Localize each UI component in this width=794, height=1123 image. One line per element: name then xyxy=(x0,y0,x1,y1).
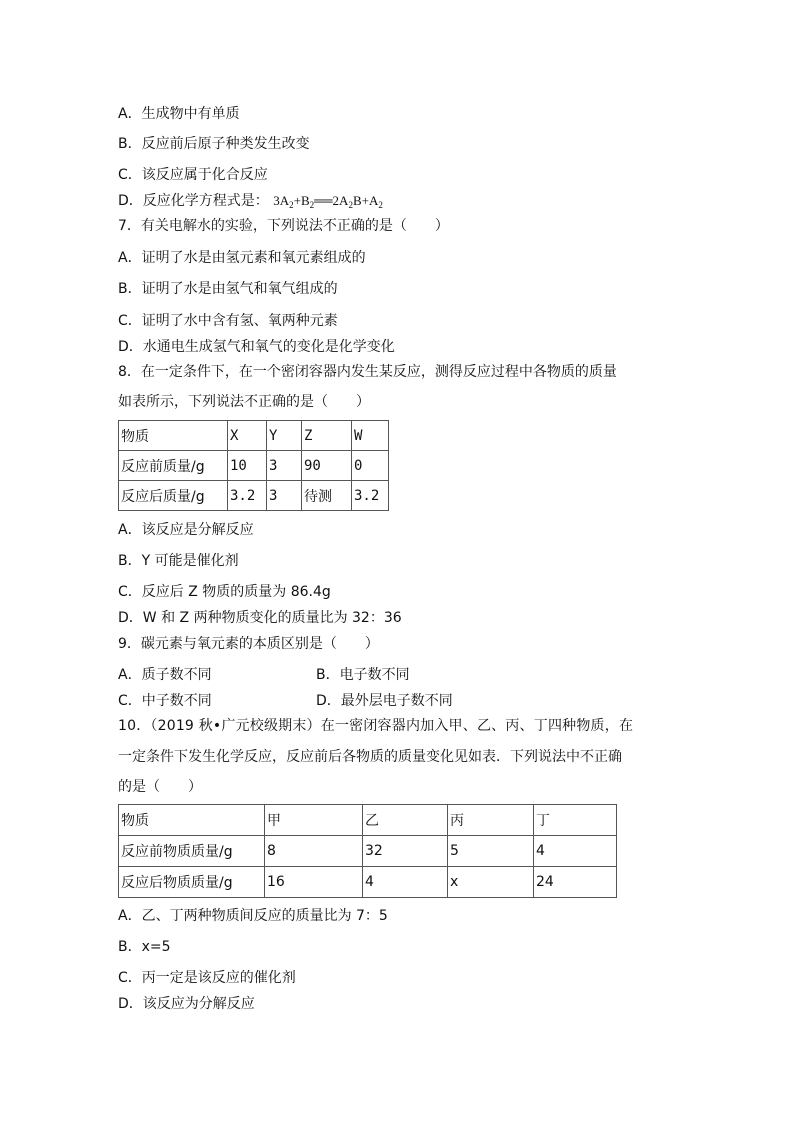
q7-stem: 7．有关电解水的实验，下列说法不正确的是（ ） xyxy=(118,218,449,234)
q10-option-d: D．该反应为分解反应 xyxy=(118,996,255,1012)
table-cell: 反应前质量/g xyxy=(119,451,228,481)
table-cell: 物质 xyxy=(119,421,228,451)
q6-option-b: B．反应前后原子种类发生改变 xyxy=(118,136,310,152)
q8-option-d: D．W 和 Z 两种物质变化的质量比为 32：36 xyxy=(118,610,402,626)
chemical-equation: $3A_2+B_2══2A_2B+A_2$ xyxy=(273,193,383,210)
q10-stem-line2: 一定条件下发生化学反应，反应前后各物质的质量变化见如表．下列说法中不正确 xyxy=(118,749,622,765)
table-cell: 反应前物质质量/g xyxy=(119,836,265,867)
table-cell: 5 xyxy=(448,836,534,867)
q7-option-d: D．水通电生成氢气和氧气的变化是化学变化 xyxy=(118,339,395,355)
q9-option-a: A．质子数不同 xyxy=(118,667,212,683)
table-row xyxy=(119,836,617,867)
table-cell: 10 xyxy=(228,451,267,481)
table-row xyxy=(119,451,389,481)
q6-option-d-prefix: D．反应化学方程式是： xyxy=(118,193,269,209)
q7-option-c: C．证明了水中含有氢、氧两种元素 xyxy=(118,313,338,329)
q9-option-b: B．电子数不同 xyxy=(316,667,410,683)
q10-option-b: B．x=5 xyxy=(118,939,171,955)
table-cell: 90 xyxy=(302,451,352,481)
table-cell: 反应后质量/g xyxy=(119,481,228,511)
q8-stem-line2: 如表所示，下列说法不正确的是（ ） xyxy=(118,394,370,410)
q10-stem-line1: 10．（2019 秋•广元校级期末）在一密闭容器内加入甲、乙、丙、丁四种物质，在 xyxy=(118,718,634,734)
table-cell: X xyxy=(228,421,267,451)
q10-stem-line3: 的是（ ） xyxy=(118,779,202,795)
q9-option-d: D．最外层电子数不同 xyxy=(316,693,453,709)
table-cell: 反应后物质质量/g xyxy=(119,867,265,898)
table-cell: 甲 xyxy=(265,805,363,836)
q10-option-a: A．乙、丁两种物质间反应的质量比为 7：5 xyxy=(118,908,388,924)
table-cell: Y xyxy=(267,421,302,451)
q6-option-a: A．生成物中有单质 xyxy=(118,106,240,122)
table-header-row xyxy=(119,421,389,451)
table-row xyxy=(119,867,617,898)
table-cell: 物质 xyxy=(119,805,265,836)
table-cell: 3.2 xyxy=(352,481,389,511)
q8-option-b: B．Y 可能是催化剂 xyxy=(118,553,239,569)
q6-option-d xyxy=(118,192,383,210)
table-cell: 4 xyxy=(534,836,617,867)
q9-stem: 9．碳元素与氧元素的本质区别是（ ） xyxy=(118,636,379,652)
table-cell: 16 xyxy=(265,867,363,898)
q7-option-a: A．证明了水是由氢元素和氧元素组成的 xyxy=(118,250,366,266)
table-cell: 32 xyxy=(363,836,448,867)
table-cell: 3.2 xyxy=(228,481,267,511)
table-cell: 24 xyxy=(534,867,617,898)
table-cell: 丙 xyxy=(448,805,534,836)
q7-option-b: B．证明了水是由氢气和氧气组成的 xyxy=(118,281,338,297)
q8-option-a: A．该反应是分解反应 xyxy=(118,522,254,538)
table-header-row xyxy=(119,805,617,836)
table-cell: 8 xyxy=(265,836,363,867)
table-cell: x xyxy=(448,867,534,898)
q10-data-table xyxy=(118,804,617,898)
table-cell: 丁 xyxy=(534,805,617,836)
table-cell: 待测 xyxy=(302,481,352,511)
table-cell: 乙 xyxy=(363,805,448,836)
table-cell: Z xyxy=(302,421,352,451)
q10-option-c: C．丙一定是该反应的催化剂 xyxy=(118,970,296,986)
table-cell: W xyxy=(352,421,389,451)
table-cell: 4 xyxy=(363,867,448,898)
q8-data-table xyxy=(118,420,389,511)
table-row xyxy=(119,481,389,511)
q6-option-c: C．该反应属于化合反应 xyxy=(118,167,268,183)
q8-option-c: C．反应后 Z 物质的质量为 86.4g xyxy=(118,584,331,600)
q8-stem-line1: 8．在一定条件下，在一个密闭容器内发生某反应，测得反应过程中各物质的质量 xyxy=(118,364,617,380)
table-cell: 3 xyxy=(267,451,302,481)
q9-option-c: C．中子数不同 xyxy=(118,693,212,709)
table-cell: 3 xyxy=(267,481,302,511)
table-cell: 0 xyxy=(352,451,389,481)
